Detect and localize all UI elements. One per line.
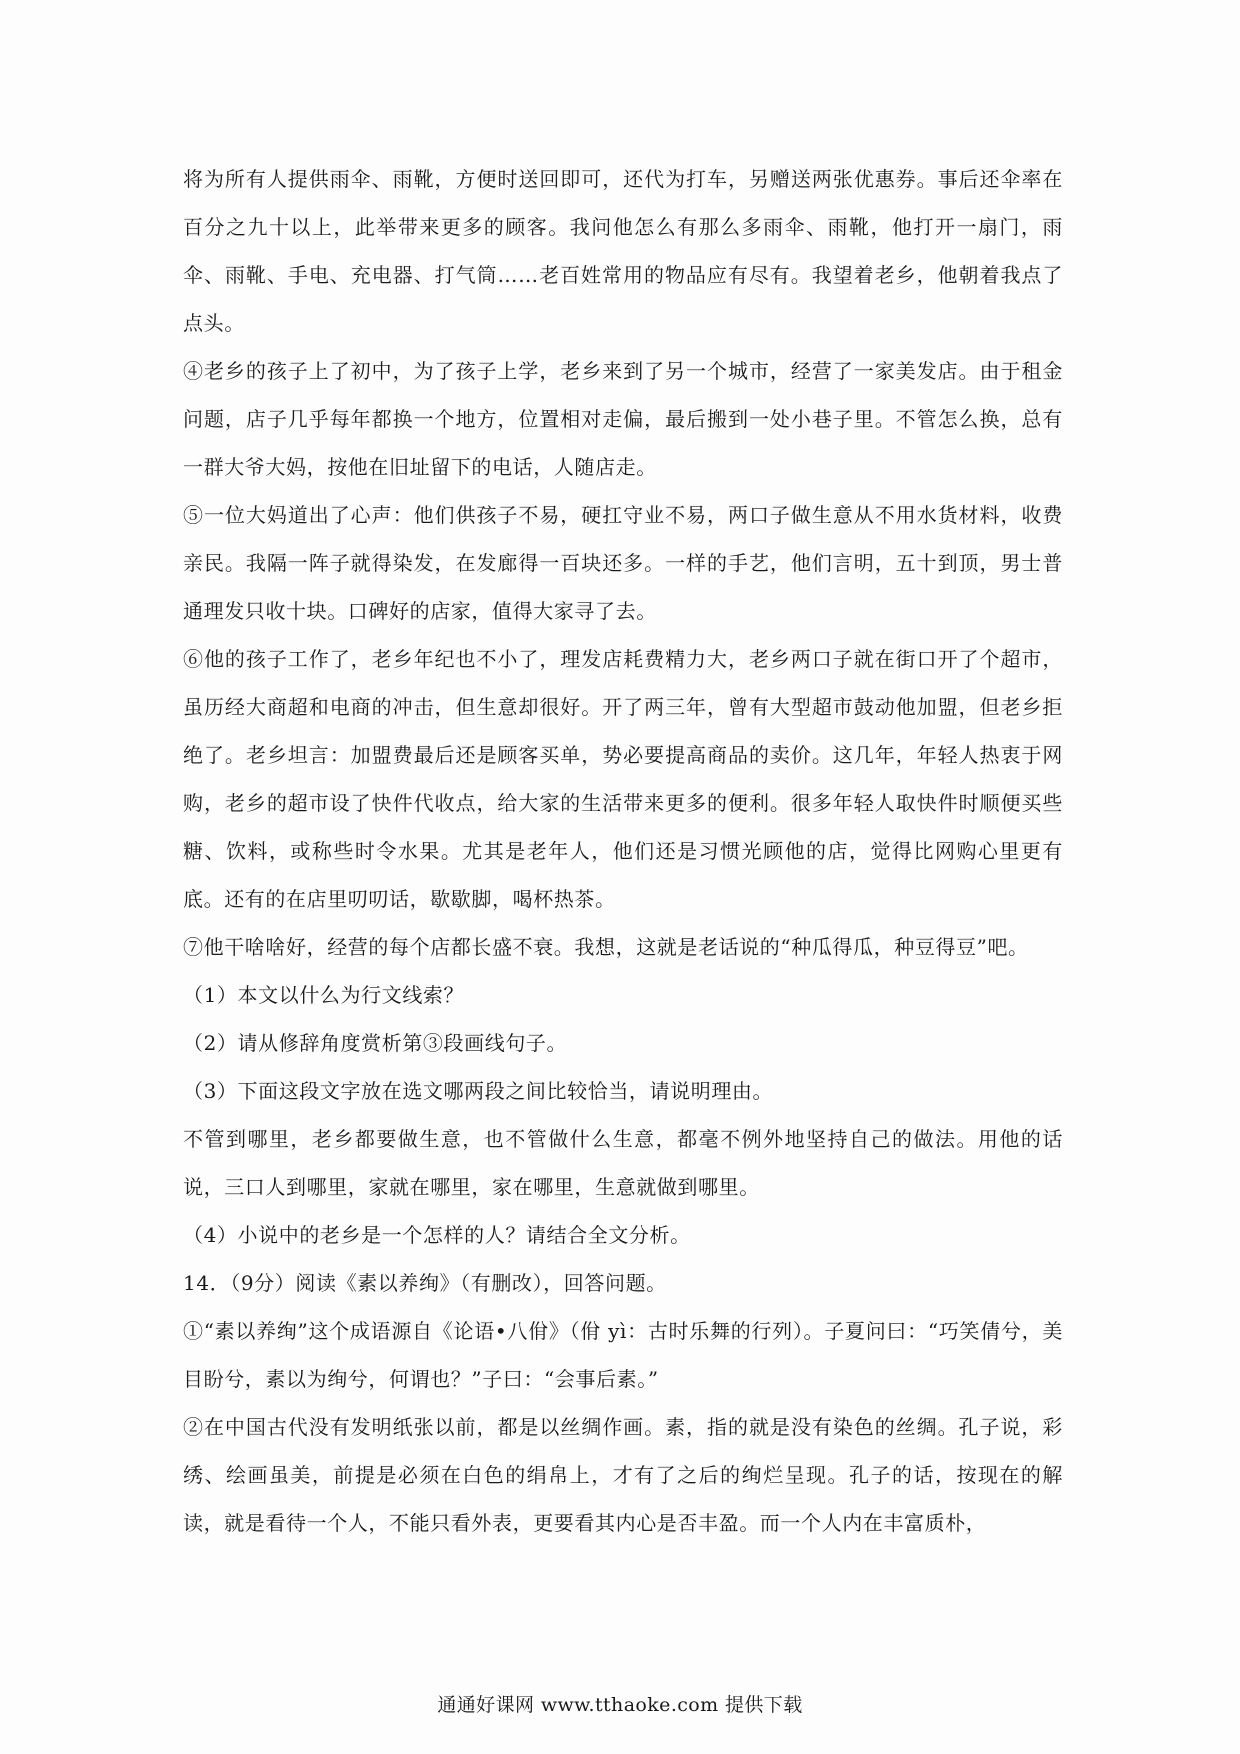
question-3-passage: 不管到哪里，老乡都要做生意，也不管做什么生意，都毫不例外地坚持自己的做法。用他的话说，三口人到哪里，家就在哪里，家在哪里，生意就做到哪里。 [183, 1127, 1063, 1199]
body-text [183, 155, 1063, 1547]
question-2: （2）请从修辞角度赏析第③段画线句子。 [183, 1031, 568, 1055]
paragraph-6: ⑥他的孩子工作了，老乡年纪也不小了，理发店耗费精力大，老乡两口子就在街口开了个超市，虽历经大商超和电商的冲击，但生意却很好。开了两三年，曾有大型超市鼓动他加盟，但老乡拒绝了。老乡坦言：加盟费最后还是顾客买单，势必要提高商品的卖价。这几年，年轻人热衷于网购，老乡的超市设了快件代收点，给大家的生活带来更多的便利。很多年轻人取快件时顺便买些糖、饮料，或称些时令水果。尤其是老年人，他们还是习惯光顾他的店，觉得比网购心里更有底。还有的在店里叨叨话，歇歇脚，喝杯热茶。 [183, 647, 1063, 911]
section-14-heading: 14．（9分）阅读《素以养绚》（有删改），回答问题。 [183, 1271, 667, 1295]
essay-paragraph-1: ①“素以养绚”这个成语源自《论语•八佾》（佾 yì：古时乐舞的行列）。子夏问曰：“巧笑倩兮，美目盼兮，素以为绚兮，何谓也？”子曰：“会事后素。” [183, 1319, 1063, 1391]
paragraph-4: ④老乡的孩子上了初中，为了孩子上学，老乡来到了另一个城市，经营了一家美发店。由于租金问题，店子几乎每年都换一个地方，位置相对走偏，最后搬到一处小巷子里。不管怎么换，总有一群大爷大妈，按他在旧址留下的电话，人随店走。 [183, 359, 1063, 479]
question-4: （4）小说中的老乡是一个怎样的人？请结合全文分析。 [183, 1223, 691, 1247]
question-3: （3）下面这段文字放在选文哪两段之间比较恰当，请说明理由。 [183, 1079, 774, 1103]
question-1: （1）本文以什么为行文线索？ [183, 983, 465, 1007]
page-footer: 通通好课网 www.tthaoke.com 提供下载 [437, 1694, 803, 1716]
paragraph-continuation: 将为所有人提供雨伞、雨靴，方便时送回即可，还代为打车，另赠送两张优惠券。事后还伞率在百分之九十以上，此举带来更多的顾客。我问他怎么有那么多雨伞、雨靴，他打开一扇门，雨伞、雨靴、手电、充电器、打气筒……老百姓常用的物品应有尽有。我望着老乡，他朝着我点了点头。 [183, 167, 1063, 335]
paragraph-5: ⑤一位大妈道出了心声：他们供孩子不易，硬扛守业不易，两口子做生意从不用水货材料，收费亲民。我隔一阵子就得染发，在发廊得一百块还多。一样的手艺，他们言明，五十到顶，男士普通理发只收十块。口碑好的店家，值得大家寻了去。 [183, 503, 1063, 623]
paragraph-7: ⑦他干啥啥好，经营的每个店都长盛不衰。我想，这就是老话说的“种瓜得瓜，种豆得豆”吧。 [183, 935, 1029, 959]
essay-paragraph-2: ②在中国古代没有发明纸张以前，都是以丝绸作画。素，指的就是没有染色的丝绸。孔子说，彩绣、绘画虽美，前提是必须在白色的绢帛上，才有了之后的绚烂呈现。孔子的话，按现在的解读，就是看待一个人，不能只看外表，更要看其内心是否丰盈。而一个人内在丰富质朴， [183, 1415, 1063, 1535]
